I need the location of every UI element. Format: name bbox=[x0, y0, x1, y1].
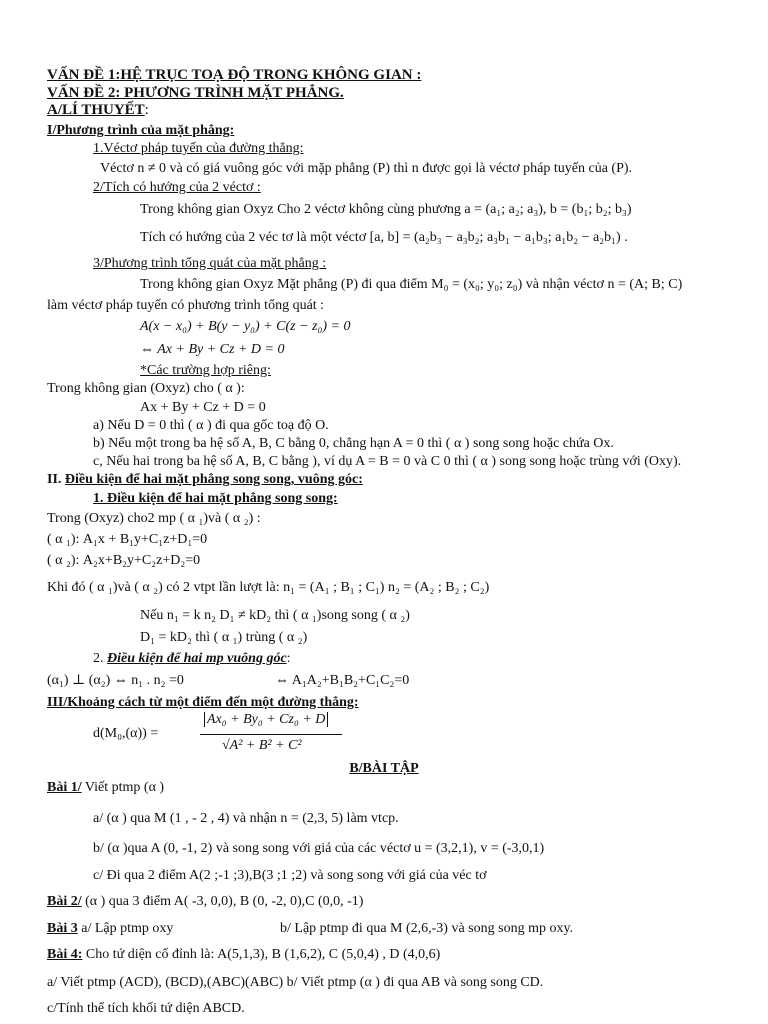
exercise-3-label: Bài 3 bbox=[47, 921, 78, 936]
distance-numerator: Ax₀ + By₀ + Cz₀ + D bbox=[204, 712, 328, 728]
perpendicular-prefix: 2. bbox=[93, 651, 107, 666]
exercise-4-c: c/Tính thể tích khối tứ diện ABCD. bbox=[47, 1001, 245, 1016]
normal-vector-text: Véctơ n ≠ 0 và có giá vuông góc với mặp phẳng (P) thì n được gọi là véctơ pháp tuyến của (P). bbox=[100, 161, 633, 176]
general-equation-line-2: làm véctơ pháp tuyến có phương trình tổng quát : bbox=[47, 298, 325, 313]
part-3-heading: III/Khoảng cách từ một điểm đến một đường thẳng: bbox=[47, 695, 359, 710]
exercise-1-b: b/ (α )qua A (0, -1, 2) và song song với giá của các véctơ u = (3,2,1), v = (-3,0,1) bbox=[93, 841, 545, 856]
parallel-condition: Nếu n₁ = k n₂ D₁ ≠ kD₂ thì ( α ₁)song song ( α ₂) bbox=[140, 608, 410, 623]
exercise-1-c: c/ Đi qua 2 điểm A(2 ;-1 ;3),B(3 ;1 ;2) và song song với giá của véc tơ bbox=[93, 868, 487, 883]
topic-1-title: VẤN ĐỀ 1:HỆ TRỤC TOẠ ĐỘ TRONG KHÔNG GIAN : bbox=[47, 67, 422, 83]
exercise-4-label: Bài 4: bbox=[47, 947, 83, 962]
topic-2-title: VẤN ĐỀ 2: PHƯƠNG TRÌNH MẶT PHẲNG. bbox=[47, 85, 344, 101]
exercise-1-text: Viết ptmp (α ) bbox=[81, 780, 165, 795]
theory-heading-colon: : bbox=[144, 102, 149, 118]
perpendicular-condition-coeffs: ⇔ A₁A₂+B₁B₂+C₁C₂=0 bbox=[275, 673, 410, 688]
special-cases-equation: Ax + By + Cz + D = 0 bbox=[140, 400, 266, 415]
perpendicular-colon: : bbox=[286, 651, 291, 666]
two-planes-intro: Trong (Oxyz) cho2 mp ( α ₁)và ( α ₂) : bbox=[47, 511, 261, 526]
theory-heading-row bbox=[47, 102, 149, 118]
general-equation-title: 3/Phương trình tổng quát của mặt phẳng : bbox=[93, 256, 327, 271]
special-case-b: b) Nếu một trong ba hệ số A, B, C bằng 0, chẳng hạn A = 0 thì ( α ) song song hoặc chứa Ox. bbox=[93, 436, 614, 451]
cross-product-line-2: Tích có hướng của 2 véc tơ là một véctơ [a, b] = (a₂b₃ − a₃b₂; a₃b₁ − a₁b₃; a₁b₂ − a₂b₁) . bbox=[140, 230, 628, 245]
distance-fraction bbox=[200, 710, 350, 760]
general-equation-2: ⇔ Ax + By + Cz + D = 0 bbox=[140, 342, 285, 357]
exercise-1-label: Bài 1/ bbox=[47, 780, 82, 795]
exercise-3-b: b/ Lập ptmp đi qua M (2,6,-3) và song song mp oxy. bbox=[280, 921, 574, 936]
part-1-heading: I/Phương trình của mặt phẳng: bbox=[47, 123, 235, 138]
perpendicular-title: Điều kiện để hai mp vuông góc bbox=[107, 651, 287, 666]
parallel-condition-title: 1. Điều kiện để hai mặt phẳng song song: bbox=[93, 491, 338, 506]
coincide-condition: D₁ = kD₂ thì ( α ₁) trùng ( α ₂) bbox=[140, 630, 308, 645]
distance-denominator: √A² + B² + C² bbox=[222, 738, 302, 753]
cross-product-line-1: Trong không gian Oxyz Cho 2 véctơ không cùng phương a = (a₁; a₂; a₃), b = (b₁; b₂; b₃) bbox=[140, 202, 632, 217]
special-case-a: a) Nếu D = 0 thì ( α ) đi qua gốc toạ độ O. bbox=[93, 418, 329, 433]
special-cases-intro: Trong không gian (Oxyz) cho ( α ): bbox=[47, 381, 245, 396]
theory-heading: A/LÍ THUYẾT bbox=[47, 102, 145, 118]
fraction-bar bbox=[200, 734, 342, 735]
general-equation-line-1: Trong không gian Oxyz Mặt phẳng (P) đi qua điểm M₀ = (x₀; y₀; z₀) và nhận véctơ n = (A; B; C) bbox=[140, 277, 683, 292]
exercises-heading: B/BÀI TẬP bbox=[349, 761, 419, 776]
exercise-4-ab: a/ Viết ptmp (ACD), (BCD),(ABC)(ABC) b/ Viết ptmp (α ) đi qua AB và song song CD. bbox=[47, 975, 544, 990]
exercise-4-row bbox=[47, 947, 440, 963]
plane-1-equation: ( α ₁): A₁x + B₁y+C₁z+D₁=0 bbox=[47, 532, 208, 547]
part-2-heading: Điều kiện để hai mặt phẳng song song, vuông góc: bbox=[64, 472, 363, 487]
exercise-3-row bbox=[47, 921, 173, 937]
part-2-prefix: II. bbox=[47, 472, 65, 487]
exercise-4-text: Cho tứ diện cố đỉnh là: A(5,1,3), B (1,6,2), C (5,0,4) , D (4,0,6) bbox=[82, 947, 441, 962]
part-2-heading-row bbox=[47, 472, 363, 488]
exercise-1-a: a/ (α ) qua M (1 , - 2 , 4) và nhận n = (2,3, 5) làm vtcp. bbox=[93, 811, 399, 826]
perpendicular-condition-vector: (α₁) ⊥ (α₂) ⇔ n₁ . n₂ =0 bbox=[47, 673, 184, 688]
cross-product-title: 2/Tích có hướng của 2 véctơ : bbox=[93, 180, 261, 195]
exercise-2-label: Bài 2/ bbox=[47, 894, 82, 909]
exercise-2-row bbox=[47, 894, 363, 910]
special-cases-title: *Các trường hợp riêng: bbox=[140, 363, 271, 378]
general-equation-1: A(x − x₀) + B(y − y₀) + C(z − z₀) = 0 bbox=[140, 319, 351, 334]
exercise-3-a: a/ Lập ptmp oxy bbox=[77, 921, 174, 936]
plane-2-equation: ( α ₂): A₂x+B₂y+C₂z+D₂=0 bbox=[47, 553, 201, 568]
normal-vector-title: 1.Véctơ pháp tuyến của đường thẳng: bbox=[93, 141, 304, 156]
distance-lhs: d(M₀,(α)) = bbox=[93, 726, 159, 741]
perpendicular-title-row bbox=[93, 651, 291, 667]
special-case-c: c, Nếu hai trong ba hệ số A, B, C bằng ), ví dụ A = B = 0 và C 0 thì ( α ) song song hoặc trùng với (Oxy). bbox=[93, 454, 682, 469]
exercise-1-row bbox=[47, 780, 164, 796]
normal-vectors-line: Khi đó ( α ₁)và ( α ₂) có 2 vtpt lần lượt là: n₁ = (A₁ ; B₁ ; C₁) n₂ = (A₂ ; B₂ ; C₂) bbox=[47, 580, 490, 595]
exercise-2-text: (α ) qua 3 điểm A( -3, 0,0), B (0, -2, 0),C (0,0, -1) bbox=[81, 894, 364, 909]
